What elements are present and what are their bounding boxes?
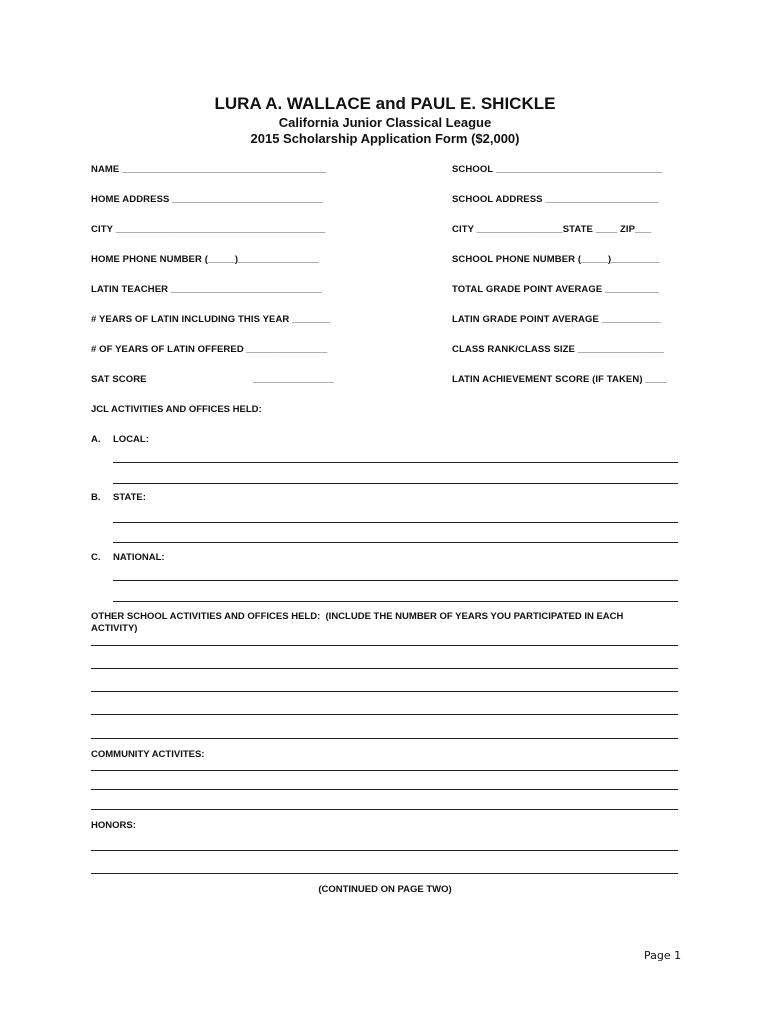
- total-gpa-field[interactable]: TOTAL GRADE POINT AVERAGE __________: [452, 284, 659, 295]
- school-city-state-zip-field[interactable]: CITY ________________STATE ____ ZIP___: [452, 224, 652, 235]
- national-answer-line[interactable]: [113, 580, 678, 581]
- community-answer-line[interactable]: [91, 809, 678, 810]
- form-organization: California Junior Classical League: [278, 115, 492, 130]
- latin-achievement-field[interactable]: LATIN ACHIEVEMENT SCORE (IF TAKEN) ____: [452, 374, 667, 385]
- honors-answer-line[interactable]: [91, 850, 678, 851]
- continued-note: (CONTINUED ON PAGE TWO): [318, 884, 452, 895]
- years-latin-field[interactable]: # YEARS OF LATIN INCLUDING THIS YEAR _______: [91, 314, 330, 325]
- form-title: LURA A. WALLACE and PAUL E. SHICKLE: [214, 94, 556, 113]
- other-activities-answer-line[interactable]: [91, 691, 678, 692]
- honors-answer-line[interactable]: [91, 873, 678, 874]
- local-answer-line[interactable]: [113, 462, 678, 463]
- form-name: 2015 Scholarship Application Form ($2,000): [250, 131, 520, 146]
- home-phone-field[interactable]: HOME PHONE NUMBER (_____)_______________: [91, 254, 319, 265]
- local-letter: A.: [91, 434, 101, 445]
- state-answer-line[interactable]: [113, 522, 678, 523]
- sat-score-field[interactable]: _______________: [253, 374, 334, 385]
- local-answer-line[interactable]: [113, 483, 678, 484]
- community-answer-line[interactable]: [91, 789, 678, 790]
- other-activities-answer-line[interactable]: [91, 645, 678, 646]
- jcl-activities-heading: JCL ACTIVITIES AND OFFICES HELD:: [91, 404, 262, 415]
- sat-score-label: SAT SCORE: [91, 374, 147, 385]
- other-activities-heading: OTHER SCHOOL ACTIVITIES AND OFFICES HELD: (INCLUDE THE NUMBER OF YEARS YOU PARTICIPATED IN EACH: [91, 611, 624, 622]
- home-address-field[interactable]: HOME ADDRESS ____________________________: [91, 194, 323, 205]
- name-field[interactable]: NAME ______________________________________: [91, 164, 327, 175]
- other-activities-answer-line[interactable]: [91, 714, 678, 715]
- state-label: STATE:: [113, 492, 146, 503]
- other-activities-answer-line[interactable]: [91, 738, 678, 739]
- local-label: LOCAL:: [113, 434, 149, 445]
- latin-teacher-field[interactable]: LATIN TEACHER ____________________________: [91, 284, 322, 295]
- city-field[interactable]: CITY _______________________________________: [91, 224, 326, 235]
- state-answer-line[interactable]: [113, 542, 678, 543]
- page-number: Page 1: [644, 949, 682, 962]
- community-activities-heading: COMMUNITY ACTIVITES:: [91, 749, 205, 760]
- national-letter: C.: [91, 552, 101, 563]
- class-rank-field[interactable]: CLASS RANK/CLASS SIZE ________________: [452, 344, 664, 355]
- school-field[interactable]: SCHOOL _______________________________: [452, 164, 663, 175]
- school-phone-field[interactable]: SCHOOL PHONE NUMBER (_____)_________: [452, 254, 660, 265]
- years-offered-field[interactable]: # OF YEARS OF LATIN OFFERED _______________: [91, 344, 328, 355]
- other-activities-answer-line[interactable]: [91, 668, 678, 669]
- state-letter: B.: [91, 492, 101, 503]
- national-label: NATIONAL:: [113, 552, 165, 563]
- community-answer-line[interactable]: [91, 770, 678, 771]
- school-address-field[interactable]: SCHOOL ADDRESS _____________________: [452, 194, 659, 205]
- latin-gpa-field[interactable]: LATIN GRADE POINT AVERAGE ___________: [452, 314, 661, 325]
- national-answer-line[interactable]: [113, 601, 678, 602]
- other-activities-heading-cont: ACTIVITY): [91, 623, 138, 634]
- honors-heading: HONORS:: [91, 820, 136, 831]
